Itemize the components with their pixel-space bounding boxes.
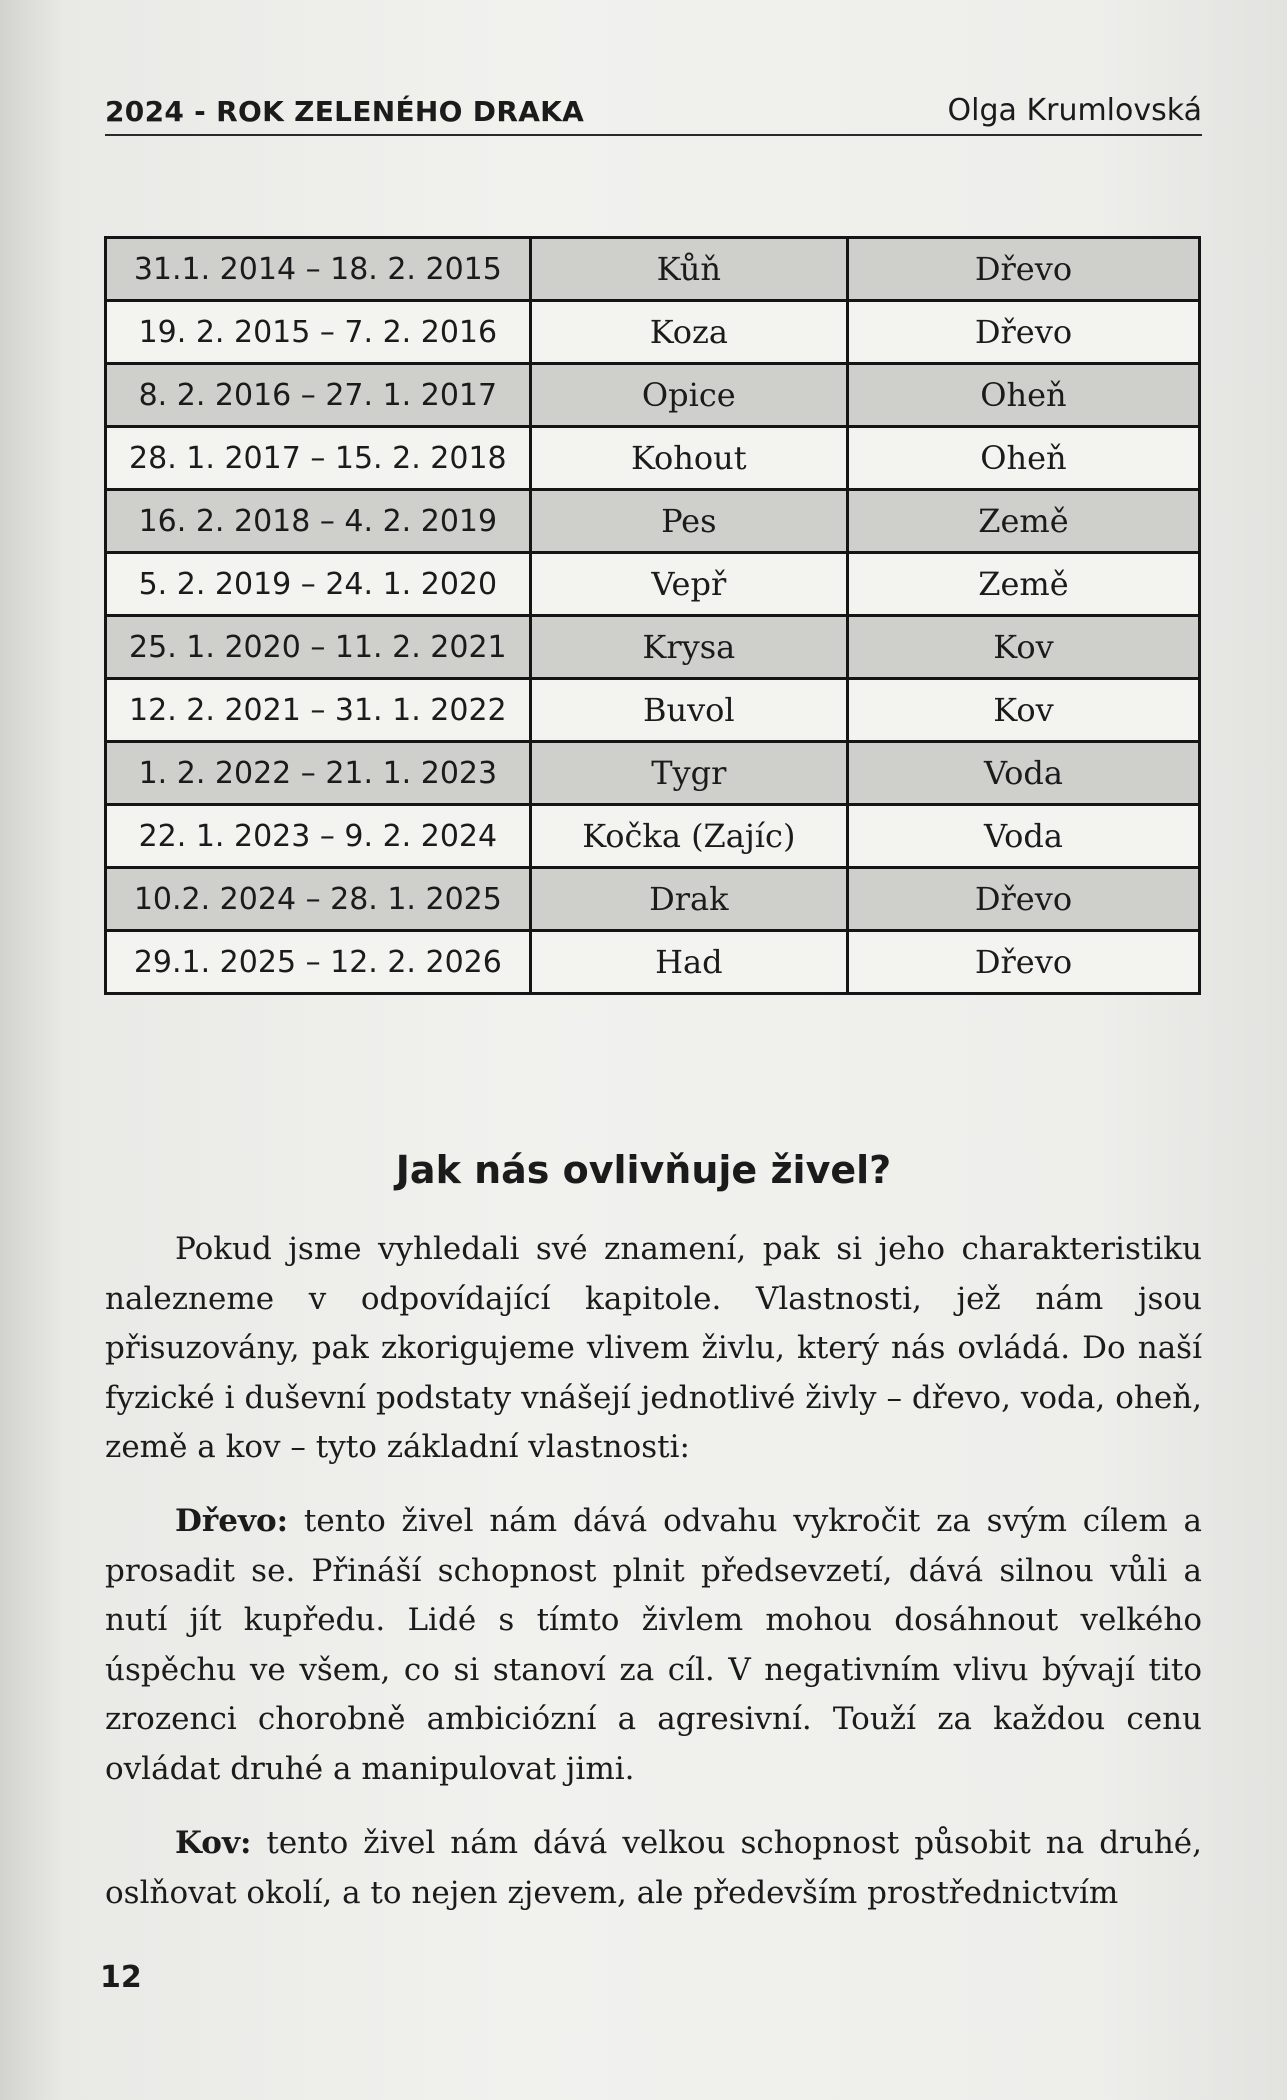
period-cell: 8. 2. 2016 – 27. 1. 2017	[106, 364, 531, 427]
table-row	[106, 490, 1200, 553]
wood-paragraph	[105, 1497, 1202, 1794]
zodiac-table	[104, 236, 1201, 995]
period-cell: 12. 2. 2021 – 31. 1. 2022	[106, 679, 531, 742]
metal-term: Kov:	[175, 1825, 252, 1861]
page-number: 12	[100, 1960, 142, 1995]
metal-paragraph	[105, 1819, 1202, 1918]
element-cell: Dřevo	[847, 238, 1199, 301]
period-cell: 25. 1. 2020 – 11. 2. 2021	[106, 616, 531, 679]
element-cell: Dřevo	[847, 301, 1199, 364]
table-row	[106, 742, 1200, 805]
table-row	[106, 931, 1200, 994]
sign-cell: Kůň	[530, 238, 847, 301]
table-row	[106, 805, 1200, 868]
sign-cell: Drak	[530, 868, 847, 931]
sign-cell: Kočka (Zajíc)	[530, 805, 847, 868]
element-cell: Kov	[847, 616, 1199, 679]
table-row	[106, 553, 1200, 616]
table-row	[106, 238, 1200, 301]
sign-cell: Koza	[530, 301, 847, 364]
sign-cell: Kohout	[530, 427, 847, 490]
sign-cell: Pes	[530, 490, 847, 553]
period-cell: 5. 2. 2019 – 24. 1. 2020	[106, 553, 531, 616]
element-cell: Kov	[847, 679, 1199, 742]
table-row	[106, 616, 1200, 679]
sign-cell: Had	[530, 931, 847, 994]
element-cell: Oheň	[847, 364, 1199, 427]
table-row	[106, 868, 1200, 931]
book-title: 2024 - ROK ZELENÉHO DRAKA	[105, 95, 585, 128]
element-cell: Země	[847, 490, 1199, 553]
sign-cell: Tygr	[530, 742, 847, 805]
running-header	[105, 88, 1202, 136]
wood-text: tento živel nám dává odvahu vykročit za svým cílem a prosadit se. Přináší schopnost plnit předsevzetí, dává silnou vůli a nutí jít kupředu. Lidé s tímto živlem mohou dosáhnout velkého úspěchu ve všem, co si stanoví za cíl. V negativním vlivu bývají tito zrozenci chorobně ambiciózní a agresivní. Touží za každou cenu ovládat druhé a manipulovat jimi.	[105, 1503, 1202, 1787]
period-cell: 16. 2. 2018 – 4. 2. 2019	[106, 490, 531, 553]
element-cell: Země	[847, 553, 1199, 616]
element-cell: Dřevo	[847, 931, 1199, 994]
author-name: Olga Krumlovská	[947, 93, 1202, 128]
period-cell: 28. 1. 2017 – 15. 2. 2018	[106, 427, 531, 490]
period-cell: 10.2. 2024 – 28. 1. 2025	[106, 868, 531, 931]
period-cell: 29.1. 2025 – 12. 2. 2026	[106, 931, 531, 994]
period-cell: 22. 1. 2023 – 9. 2. 2024	[106, 805, 531, 868]
table-row	[106, 679, 1200, 742]
period-cell: 31.1. 2014 – 18. 2. 2015	[106, 238, 531, 301]
table-row	[106, 427, 1200, 490]
element-cell: Voda	[847, 805, 1199, 868]
period-cell: 19. 2. 2015 – 7. 2. 2016	[106, 301, 531, 364]
element-cell: Dřevo	[847, 868, 1199, 931]
section-heading: Jak nás ovlivňuje živel?	[395, 1148, 892, 1192]
sign-cell: Krysa	[530, 616, 847, 679]
period-cell: 1. 2. 2022 – 21. 1. 2023	[106, 742, 531, 805]
zodiac-table-body	[106, 238, 1200, 994]
table-row	[106, 301, 1200, 364]
sign-cell: Vepř	[530, 553, 847, 616]
intro-paragraph: Pokud jsme vyhledali své znamení, pak si jeho charakteristiku nalezneme v odpovídající kapitole. Vlastnosti, jež nám jsou přisuzovány, pak zkorigujeme vlivem živlu, který nás ovládá. Do naší fyzické i duševní podstaty vnášejí jednotlivé živly – dřevo, voda, oheň, země a kov – tyto základní vlastnosti:	[105, 1231, 1202, 1465]
table-row	[106, 364, 1200, 427]
sign-cell: Buvol	[530, 679, 847, 742]
sign-cell: Opice	[530, 364, 847, 427]
metal-text: tento živel nám dává velkou schopnost působit na druhé, oslňovat okolí, a to nejen zjevem, ale především prostřednictvím	[105, 1825, 1202, 1911]
element-cell: Voda	[847, 742, 1199, 805]
wood-term: Dřevo:	[175, 1503, 289, 1539]
element-cell: Oheň	[847, 427, 1199, 490]
